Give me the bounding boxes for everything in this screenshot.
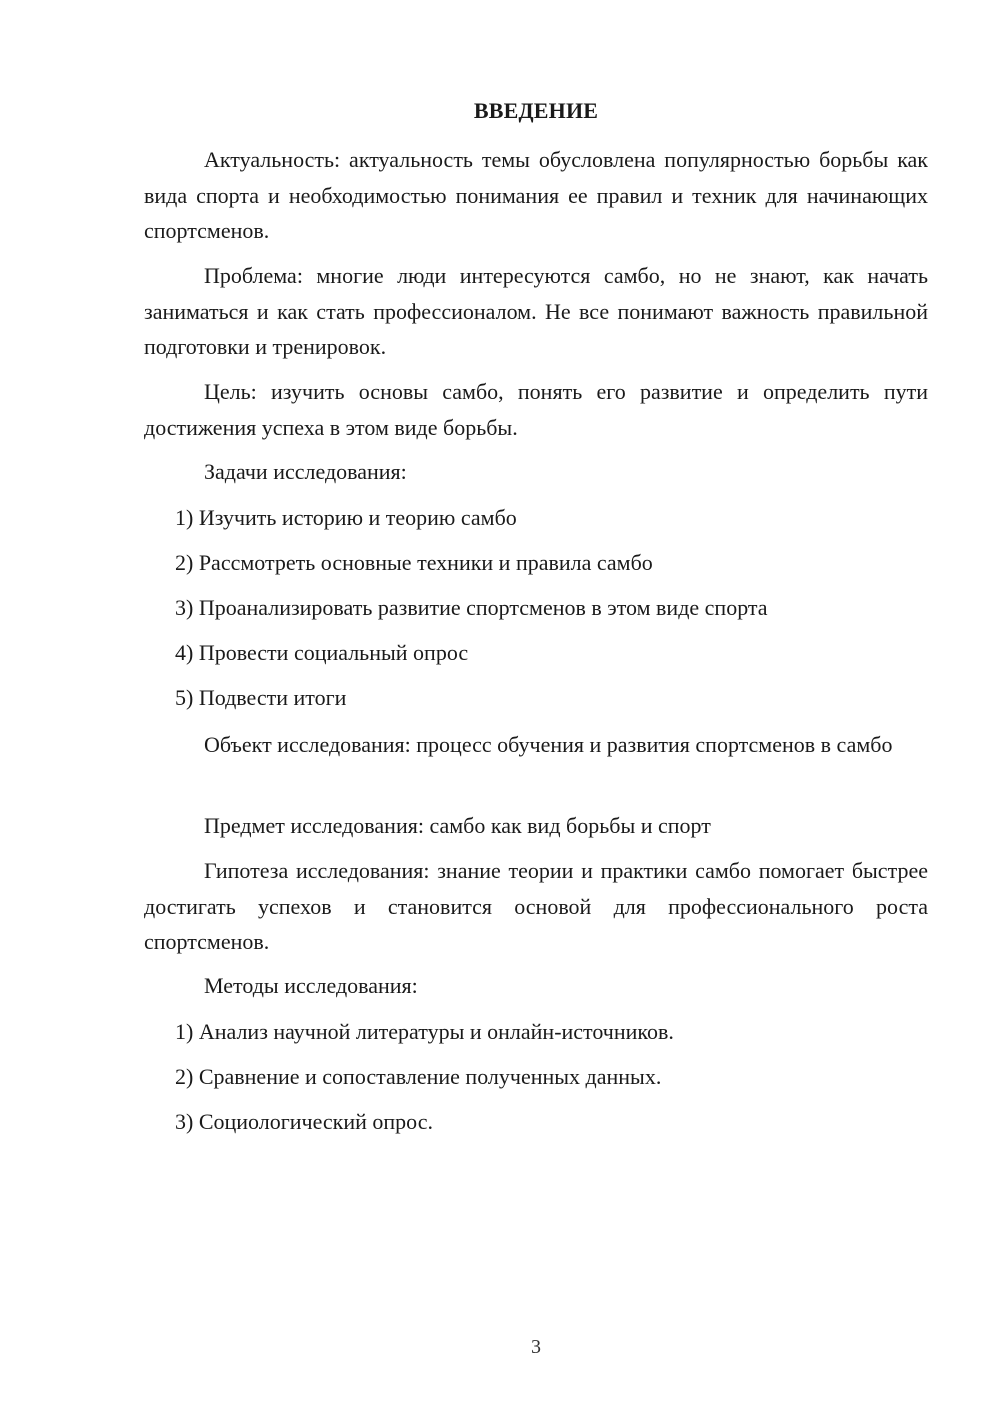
task-item: 4) Провести социальный опрос	[175, 640, 469, 665]
relevance-paragraph: Актуальность: актуальность темы обусловлена популярностью борьбы как вида спорта и необходимостью понимания ее правил и техник для начинающих спортсменов.	[144, 147, 928, 243]
problem-paragraph: Проблема: многие люди интересуются самбо, но не знают, как начать заниматься и как стать профессионалом. Не все понимают важность правильной подготовки и тренировок.	[144, 263, 928, 359]
document-page	[144, 0, 928, 1414]
goal-paragraph: Цель: изучить основы самбо, понять его развитие и определить пути достижения успеха в этом виде борьбы.	[144, 379, 928, 440]
tasks-heading: Задачи исследования:	[204, 459, 407, 484]
method-item: 1) Анализ научной литературы и онлайн-источников.	[175, 1019, 674, 1044]
page-title: ВВЕДЕНИЕ	[473, 98, 599, 123]
task-item: 2) Рассмотреть основные техники и правила самбо	[175, 550, 653, 575]
method-item: 2) Сравнение и сопоставление полученных данных.	[175, 1064, 662, 1089]
task-item: 1) Изучить историю и теорию самбо	[175, 505, 517, 530]
hypothesis-paragraph: Гипотеза исследования: знание теории и практики самбо помогает быстрее достигать успехов и становится основой для профессионального роста спортсменов.	[144, 858, 928, 954]
methods-heading: Методы исследования:	[204, 973, 418, 998]
subject-paragraph: Предмет исследования: самбо как вид борьбы и спорт	[204, 813, 711, 838]
method-item: 3) Социологический опрос.	[175, 1109, 433, 1134]
page-number: 3	[531, 1336, 541, 1358]
task-item: 3) Проанализировать развитие спортсменов в этом виде спорта	[175, 595, 768, 620]
task-item: 5) Подвести итоги	[175, 685, 347, 710]
object-paragraph: Объект исследования: процесс обучения и развития спортсменов в самбо	[204, 732, 893, 757]
